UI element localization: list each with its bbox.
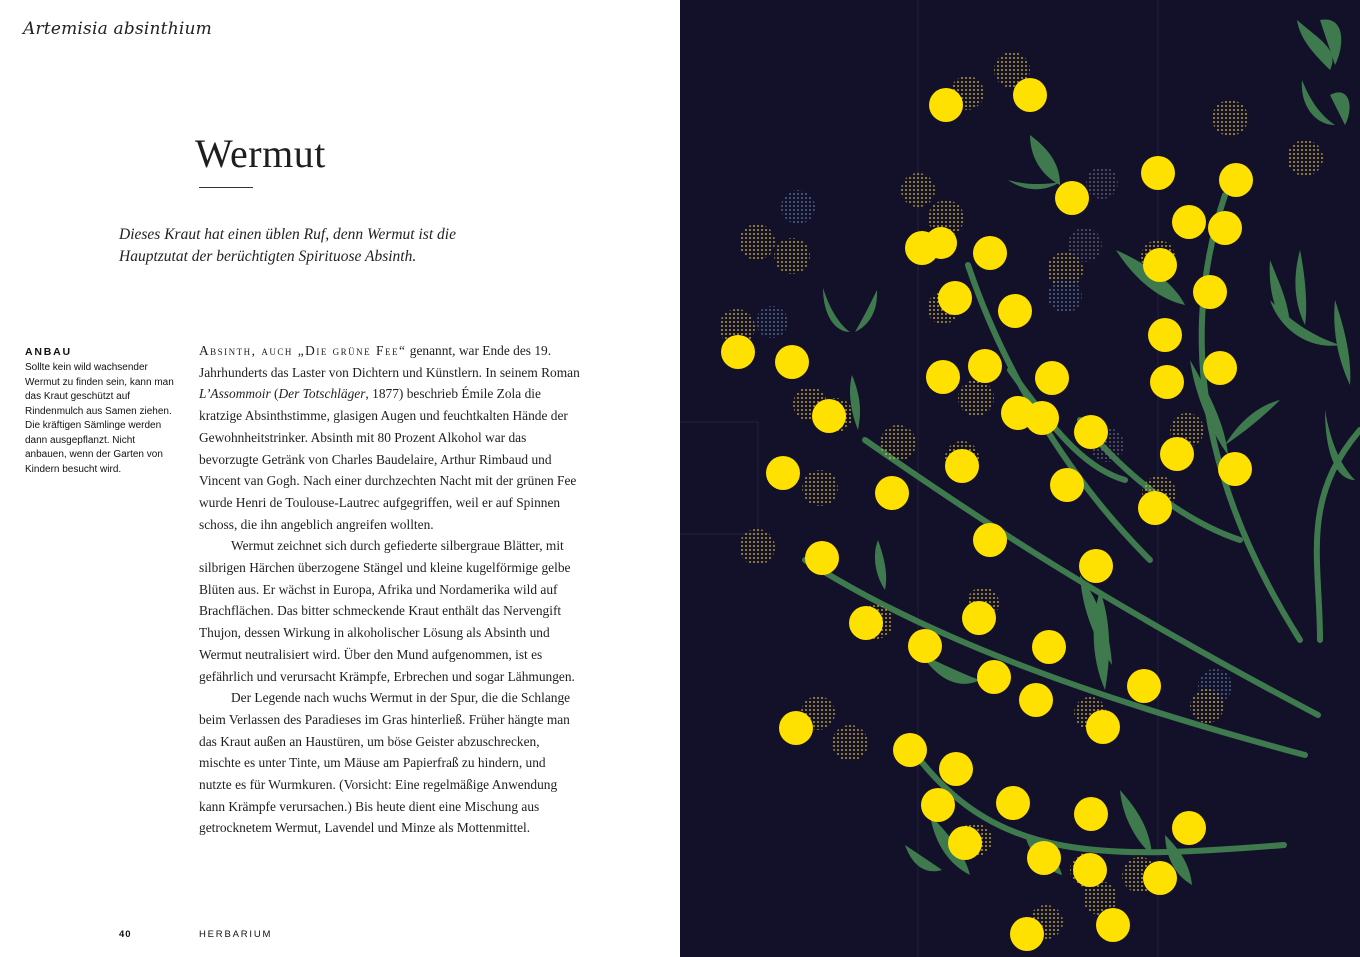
body-p1-part-a: genannt, war Ende des 19. Jahrhunderts das Laster von Dichtern und Künstlern. In seinem Roman <box>199 343 580 380</box>
latin-name: Artemisia absinthium <box>23 19 212 39</box>
body-paragraph-3: Der Legende nach wuchs Wermut in der Spur, die die Schlange beim Verlassen des Paradieses im Gras hinterließ. Früher hängte man das Kraut außen an Haustüren, um böse Geister abzuschrecken, mischte es unter Tinte, um Mäuse am Papierfraß zu hindern, und nutzte es für Wurmkuren. (Vorsicht: Eine regelmäßige Anwendung kann Krämpfe verursachen.) Bis heute dient eine Mischung aus getrocknetem Wermut, Lavendel und Minze als Mottenmittel. <box>199 690 571 836</box>
illustration-page <box>680 0 1360 957</box>
book-title-french: L’Assommoir <box>199 386 271 402</box>
body-smallcaps-intro: Absinth, auch „Die grüne Fee“ <box>199 343 407 358</box>
wormwood-illustration <box>680 0 1360 957</box>
page-number: 40 <box>119 929 132 940</box>
body-paragraph-2: Wermut zeichnet sich durch gefiederte silbergraue Blätter, mit silbrigen Härchen überzogene Stängel und kleine kugelförmige gelbe Blüten aus. Er wächst in Europa, Afrika und Nordamerika wild auf Brachflächen. Das bitter schmeckende Kraut enthält das Nervengift Thujon, dessen Wirkung in alkoholischer Lösung als Absinth und Wermut neutralisiert wird. Über den Mund aufgenommen, ist es gefährlich und verursacht Krämpfe, Erbrechen und sogar Lähmungen. <box>199 538 575 684</box>
sidebar-heading: ANBAU <box>25 346 72 358</box>
lead-paragraph: Dieses Kraut hat einen üblen Ruf, denn Wermut ist die Hauptzutat der berüchtigten Spirituose Absinth. <box>119 226 456 265</box>
body-text <box>199 340 581 839</box>
page-title: Wermut <box>195 131 326 176</box>
book-title-german: Der Totschläger <box>278 386 366 402</box>
sidebar-text: Sollte kein wild wachsender Wermut zu finden sein, kann man das Kraut geschützt auf Rindenmulch aus Samen ziehen. Die kräftigen Sämlinge werden dann ausgepflanzt. Nicht anbauen, wenn der Garten von Kindern besucht wird. <box>25 362 174 475</box>
body-paragraph-1 <box>199 340 581 535</box>
body-p1-part-b: ( <box>270 386 279 402</box>
title-rule <box>199 187 253 188</box>
running-title: HERBARIUM <box>199 929 273 940</box>
body-p1-part-c: , 1877) beschrieb Émile Zola die kratzige Absinthstimme, glasigen Augen und feuchtkalten Hände der Gewohnheitstrinker. Absinth mit 80 Prozent Alkohol war das bevorzugte Getränk von Charles Baudelaire, Arthur Rimbaud und Vincent van Gogh. Nach einer durchzechten Nacht mit der grünen Fee wurde Henri de Toulouse-Lautrec aufgegriffen, weil er auf Spinnen schoss, die ihn angeblich angreifen wollten. <box>199 386 577 532</box>
